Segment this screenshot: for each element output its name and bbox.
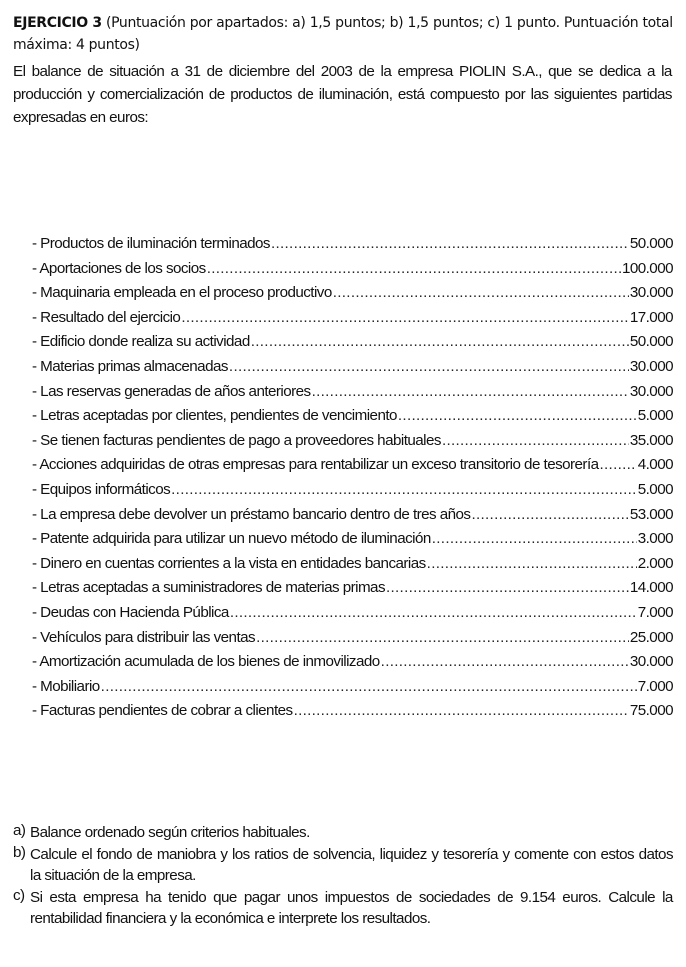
dot-leader xyxy=(101,675,637,700)
question-line: Balance ordenado según criterios habituales. xyxy=(30,824,310,841)
balance-item xyxy=(32,601,673,626)
balance-item-label: - Aportaciones de los socios xyxy=(32,259,206,277)
intro-line-1: El balance de situación a 31 de diciembre del 2003 de la empresa PIOLIN S.A., que se dedica a la xyxy=(13,63,672,80)
balance-item-label: - Amortización acumulada de los bienes de inmovilizado xyxy=(32,653,380,671)
dot-leader xyxy=(256,626,629,651)
dot-leader xyxy=(207,257,621,282)
balance-item-value: 30.000 xyxy=(629,382,673,400)
question-marker: a) xyxy=(13,822,26,839)
balance-item-label: - Mobiliario xyxy=(32,677,100,695)
dot-leader xyxy=(333,281,629,306)
questions-list xyxy=(13,822,673,930)
balance-item-label: - La empresa debe devolver un préstamo bancario dentro de tres años xyxy=(32,505,471,523)
balance-item xyxy=(32,453,673,478)
dot-leader xyxy=(427,552,637,577)
balance-item-value: 100.000 xyxy=(621,259,673,277)
balance-item-label: - Las reservas generadas de años anteriores xyxy=(32,382,311,400)
balance-item-value: 75.000 xyxy=(629,702,673,720)
balance-item-value: 14.000 xyxy=(629,579,673,597)
balance-item xyxy=(32,404,673,429)
balance-item xyxy=(32,257,673,282)
balance-item-value: 50.000 xyxy=(629,333,673,351)
balance-item-label: - Maquinaria empleada en el proceso productivo xyxy=(32,284,332,302)
exercise-header-line-1: EJERCICIO 3 (Puntuación por apartados: a) 1,5 puntos; b) 1,5 puntos; c) 1 punto. Puntuación total xyxy=(13,12,673,34)
dot-leader xyxy=(312,380,629,405)
dot-leader xyxy=(251,330,629,355)
balance-item xyxy=(32,576,673,601)
balance-item-value: 7.000 xyxy=(637,603,673,621)
balance-item-value: 30.000 xyxy=(629,284,673,302)
intro-line-3: expresadas en euros: xyxy=(13,109,149,126)
question-item xyxy=(13,822,673,844)
question-line: rentabilidad financiera y la económica e interprete los resultados. xyxy=(30,910,431,928)
balance-item xyxy=(32,330,673,355)
balance-item-value: 7.000 xyxy=(637,677,673,695)
balance-item-value: 3.000 xyxy=(637,530,673,548)
balance-item-label: - Letras aceptadas por clientes, pendientes de vencimiento xyxy=(32,407,397,425)
balance-item-label: - Dinero en cuentas corrientes a la vista en entidades bancarias xyxy=(32,554,426,572)
question-marker: b) xyxy=(13,843,26,861)
question-line: Si esta empresa ha tenido que pagar unos impuestos de sociedades de 9.154 euros. Calcule la xyxy=(30,888,673,906)
balance-item xyxy=(32,380,673,405)
balance-item xyxy=(32,650,673,675)
exercise-title: EJERCICIO 3 xyxy=(13,15,102,31)
balance-item-label: - Deudas con Hacienda Pública xyxy=(32,603,229,621)
balance-item xyxy=(32,527,673,552)
dot-leader xyxy=(442,429,629,454)
intro-line-2: producción y comercialización de productos de iluminación, está compuesto por las siguientes partidas xyxy=(13,86,672,103)
question-item xyxy=(13,887,673,930)
balance-item xyxy=(32,699,673,724)
dot-leader xyxy=(381,650,629,675)
balance-item-value: 2.000 xyxy=(637,554,673,572)
balance-item-value: 53.000 xyxy=(629,505,673,523)
dot-leader xyxy=(386,576,629,601)
balance-item-label: - Vehículos para distribuir las ventas xyxy=(32,628,256,646)
dot-leader xyxy=(398,404,637,429)
balance-item xyxy=(32,232,673,257)
balance-item-value: 17.000 xyxy=(629,308,673,326)
balance-item xyxy=(32,429,673,454)
balance-item xyxy=(32,626,673,651)
balance-item-value: 50.000 xyxy=(629,235,673,252)
dot-leader xyxy=(294,699,629,724)
balance-item xyxy=(32,675,673,700)
balance-item xyxy=(32,355,673,380)
balance-item-value: 30.000 xyxy=(629,357,673,375)
balance-item-label: - Letras aceptadas a suministradores de materias primas xyxy=(32,579,385,597)
balance-item-label: - Acciones adquiridas de otras empresas para rentabilizar un exceso transitorio de tesorería xyxy=(32,456,599,474)
question-line: la situación de la empresa. xyxy=(30,867,196,885)
dot-leader xyxy=(471,503,628,528)
question-item xyxy=(13,844,673,887)
question-line: Calcule el fondo de maniobra y los ratios de solvencia, liquidez y tesorería y comente con estos datos xyxy=(30,845,673,863)
dot-leader xyxy=(600,453,637,478)
balance-item-label: - Productos de iluminación terminados xyxy=(32,235,270,252)
balance-item-label: - Edificio donde realiza su actividad xyxy=(32,333,250,351)
balance-item-value: 25.000 xyxy=(629,628,673,646)
balance-item-label: - Resultado del ejercicio xyxy=(32,308,181,326)
balance-item-label: - Se tienen facturas pendientes de pago a proveedores habituales xyxy=(32,431,441,449)
balance-item xyxy=(32,552,673,577)
dot-leader xyxy=(171,478,637,503)
dot-leader xyxy=(432,527,637,552)
balance-item xyxy=(32,503,673,528)
dot-leader xyxy=(230,601,637,626)
balance-item-label: - Patente adquirida para utilizar un nuevo método de iluminación xyxy=(32,530,431,548)
balance-item-value: 5.000 xyxy=(637,407,673,425)
balance-item-label: - Materias primas almacenadas xyxy=(32,357,228,375)
balance-item-label: - Equipos informáticos xyxy=(32,480,171,498)
balance-item xyxy=(32,281,673,306)
balance-item xyxy=(32,306,673,331)
balance-items-list xyxy=(32,232,673,724)
balance-item xyxy=(32,478,673,503)
balance-item-value: 5.000 xyxy=(637,480,673,498)
balance-item-label: - Facturas pendientes de cobrar a clientes xyxy=(32,702,293,720)
question-marker: c) xyxy=(13,886,25,904)
dot-leader xyxy=(271,232,629,257)
balance-item-value: 35.000 xyxy=(629,431,673,449)
dot-leader xyxy=(181,306,629,331)
exercise-header-line-2: máxima: 4 puntos) xyxy=(13,37,140,53)
balance-item-value: 30.000 xyxy=(629,653,673,671)
balance-item-value: 4.000 xyxy=(637,456,673,474)
dot-leader xyxy=(229,355,629,380)
